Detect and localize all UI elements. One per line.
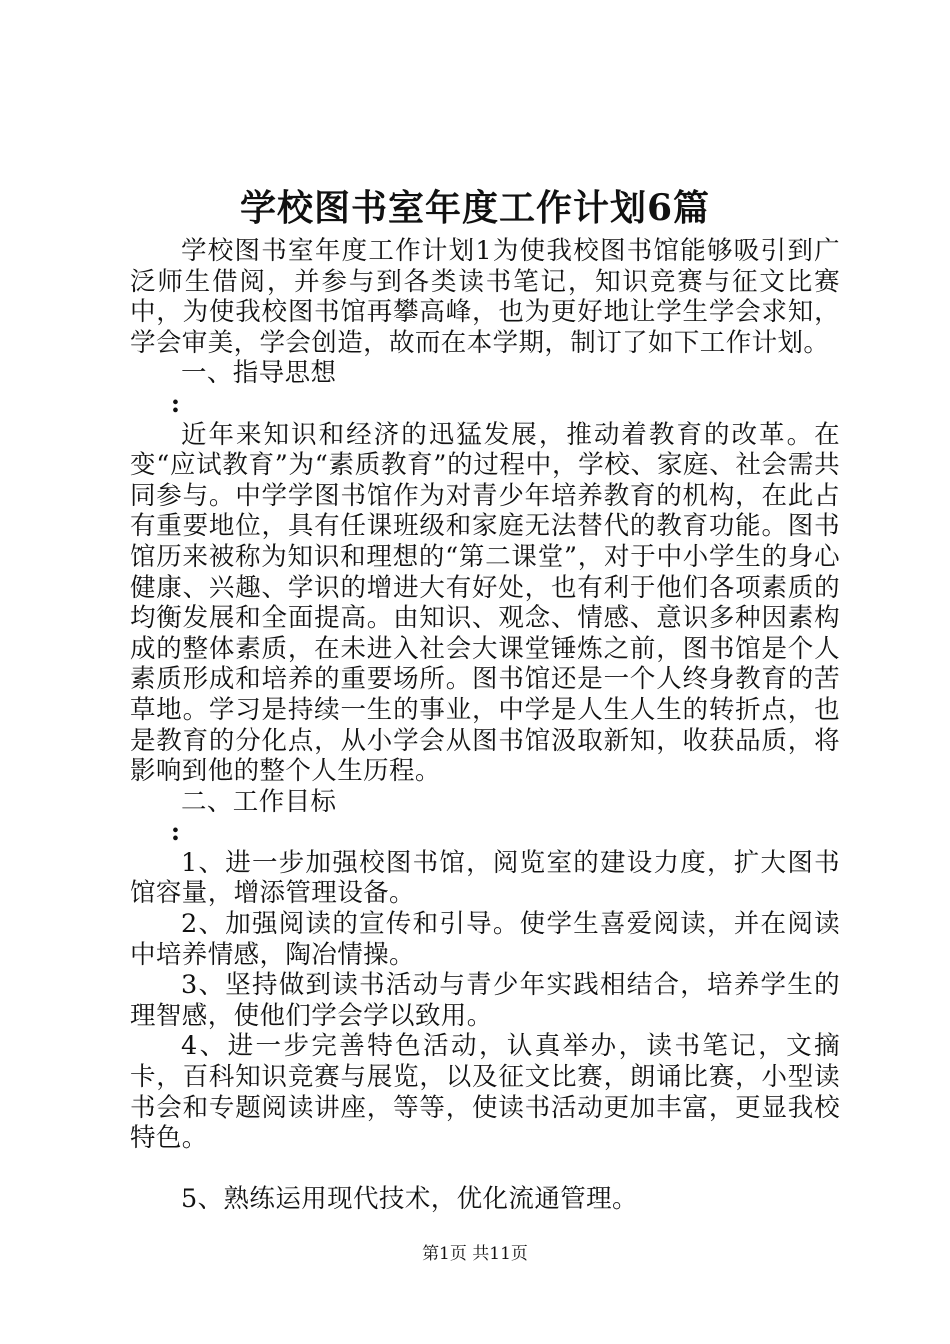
section-heading-work-goals: 二、工作目标	[181, 786, 337, 817]
document-title: 学校图书室年度工作计划6篇	[239, 187, 711, 229]
page-number: 第1页 共11页	[422, 1244, 528, 1264]
intro-paragraph: 学校图书室年度工作计划1为使我校图书馆能够吸引到广泛师生借阅，并参与到各类读书笔记，知识竞赛与征文比赛中，为使我校图书馆再攀高峰，也为更好地让学生学会求知，学会审美，学会创造，故而在本学期，制订了如下工作计划。	[130, 236, 840, 358]
goal-item-2: 2、加强阅读的宣传和引导。使学生喜爱阅读，并在阅读中培养情感，陶冶情操。	[130, 909, 840, 970]
goal-item-1: 1、进一步加强校图书馆，阅览室的建设力度，扩大图书馆容量，增添管理设备。	[130, 847, 840, 909]
section-colon: :	[170, 817, 181, 848]
section-heading-guiding-thought: 一、指导思想	[181, 358, 337, 389]
goal-item-5: 5、熟练运用现代技术，优化流通管理。	[181, 1184, 638, 1215]
section-colon: :	[170, 388, 181, 419]
goal-item-3: 3、坚持做到读书活动与青少年实践相结合，培养学生的理智感，使他们学会学以致用。	[130, 970, 840, 1031]
goal-item-4: 4、进一步完善特色活动，认真举办，读书笔记，文摘卡，百科知识竞赛与展览，以及征文比赛，朗诵比赛，小型读书会和专题阅读讲座，等等，使读书活动更加丰富，更显我校特色。	[130, 1031, 840, 1154]
paragraph-spacer	[130, 1154, 840, 1185]
guiding-thought-paragraph: 近年来知识和经济的迅猛发展，推动着教育的改革。在变“应试教育”为“素质教育”的过程中，学校、家庭、社会需共同参与。中学学图书馆作为对青少年培养教育的机构，在此占有重要地位，具有任课班级和家庭无法替代的教育功能。图书馆历来被称为知识和理想的“第二课堂”，对于中小学生的身心健康、兴趣、学识的增进大有好处，也有利于他们各项素质的均衡发展和全面提高。由知识、观念、情感、意识多种因素构成的整体素质，在未进入社会大课堂锤炼之前，图书馆是个人素质形成和培养的重要场所。图书馆还是一个人终身教育的苦草地。学习是持续一生的事业，中学是人生人生的转折点，也是教育的分化点，从小学会从图书馆汲取新知，收获品质，将影响到他的整个人生历程。	[130, 419, 840, 787]
document-body	[130, 236, 840, 1215]
